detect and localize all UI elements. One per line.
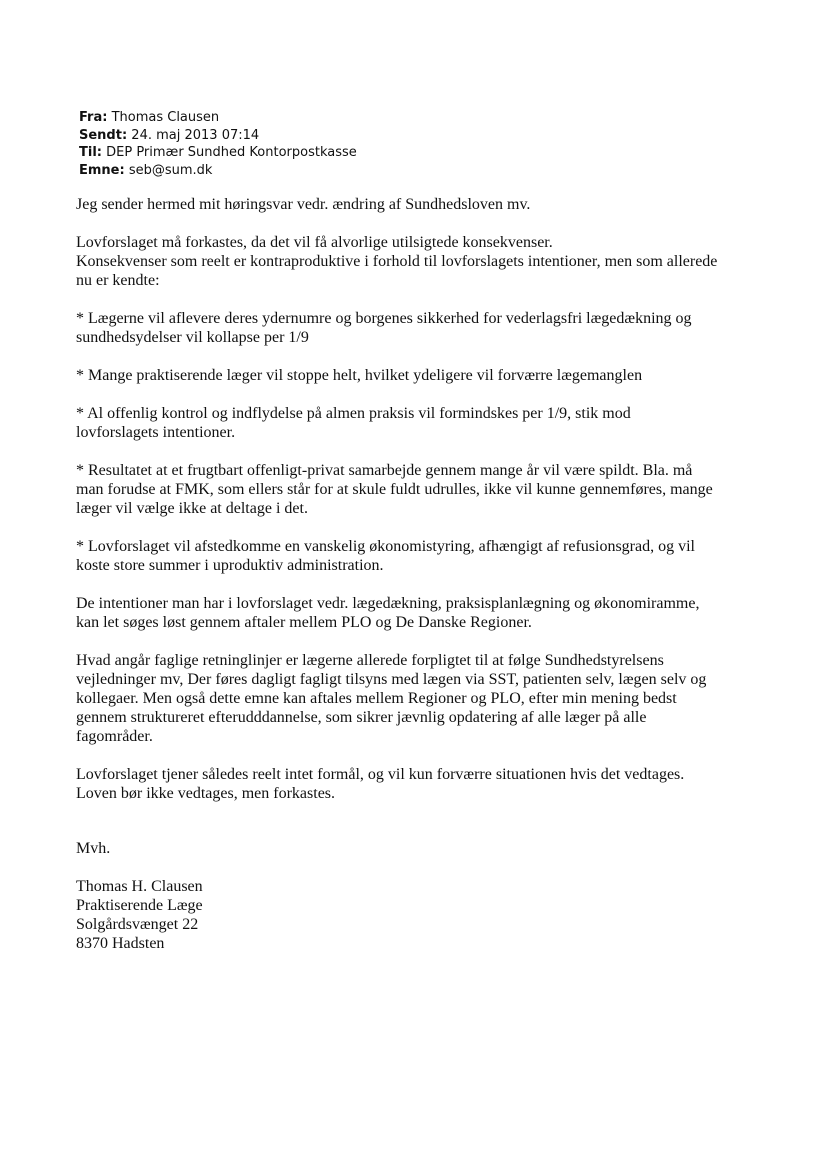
closing-line: Mvh. xyxy=(76,840,111,857)
paragraph-line: gennem struktureret efterudddannelse, som sikrer jævnlig opdatering af alle læger på alle xyxy=(76,709,647,726)
email-body xyxy=(76,195,776,953)
paragraph-line: nu er kendte: xyxy=(76,272,160,289)
sent-value: 24. maj 2013 07:14 xyxy=(131,127,260,143)
to-value: DEP Primær Sundhed Kontorpostkasse xyxy=(106,145,357,160)
bullet-line: sundhedsydelser vil kollapse per 1/9 xyxy=(76,329,309,346)
paragraph-line: kan let søges løst gennem aftaler mellem PLO og De Danske Regioner. xyxy=(76,614,532,631)
header-subject-row xyxy=(79,162,357,180)
bullet-line: * Mange praktiserende læger vil stoppe helt, hvilket ydeligere vil forværre lægemanglen xyxy=(76,367,643,384)
to-label: Til: xyxy=(79,145,102,160)
header-sent-row xyxy=(79,127,357,145)
bullet-line: lovforslagets intentioner. xyxy=(76,424,236,441)
email-header xyxy=(79,109,357,179)
paragraph-line: Hvad angår faglige retninglinjer er lægerne allerede forpligtet til at følge Sundhedstyrelsens xyxy=(76,652,664,669)
paragraph-line: De intentioner man har i lovforslaget vedr. lægedækning, praksisplanlægning og økonomiramme, xyxy=(76,595,700,612)
header-to-row xyxy=(79,144,357,162)
subject-value: seb@sum.dk xyxy=(128,162,213,178)
from-label: Fra: xyxy=(79,110,108,125)
paragraph-line: kollegaer. Men også dette emne kan aftales mellem Regioner og PLO, efter min mening bedst xyxy=(76,690,677,707)
intro-line: Jeg sender hermed mit høringsvar vedr. ændring af Sundhedsloven mv. xyxy=(76,196,531,213)
signature-line: Praktiserende Læge xyxy=(76,897,203,914)
bullet-line: * Lægerne vil aflevere deres ydernumre og borgenes sikkerhed for vederlagsfri lægedækning og xyxy=(76,310,692,327)
subject-label: Emne: xyxy=(79,162,125,178)
bullet-line: læger vil vælge ikke at deltage i det. xyxy=(76,500,308,517)
paragraph-line: Lovforslaget må forkastes, da det vil få alvorlige utilsigtede konsekvenser. xyxy=(76,234,553,251)
signature-line: Solgårdsvænget 22 xyxy=(76,916,199,933)
bullet-line: koste store summer i uproduktiv administration. xyxy=(76,557,384,574)
paragraph-line: vejledninger mv, Der føres dagligt fagligt tilsyns med lægen via SST, patienten selv, lægen selv og xyxy=(76,671,707,688)
signature-line: 8370 Hadsten xyxy=(76,935,165,952)
paragraph-line: Konsekvenser som reelt er kontraproduktive i forhold til lovforslagets intentioner, men som allerede xyxy=(76,253,718,270)
sent-label: Sendt: xyxy=(79,127,128,143)
paragraph-line: Loven bør ikke vedtages, men forkastes. xyxy=(76,785,336,802)
from-value: Thomas Clausen xyxy=(111,110,220,125)
bullet-line: * Al offenlig kontrol og indflydelse på almen praksis vil formindskes per 1/9, stik mod xyxy=(76,405,631,422)
paragraph-line: Lovforslaget tjener således reelt intet formål, og vil kun forværre situationen hvis det vedtages. xyxy=(76,766,685,783)
bullet-line: * Lovforslaget vil afstedkomme en vanskelig økonomistyring, afhængigt af refusionsgrad, og vil xyxy=(76,538,695,555)
signature-line: Thomas H. Clausen xyxy=(76,878,203,895)
header-from-row xyxy=(79,109,357,127)
bullet-line: * Resultatet at et frugtbart offenligt-privat samarbejde gennem mange år vil være spildt. Bla. må xyxy=(76,462,693,479)
paragraph-line: fagområder. xyxy=(76,728,153,745)
bullet-line: man forudse at FMK, som ellers står for at skule fuldt udrulles, ikke vil kunne gennemføres, mange xyxy=(76,481,713,498)
